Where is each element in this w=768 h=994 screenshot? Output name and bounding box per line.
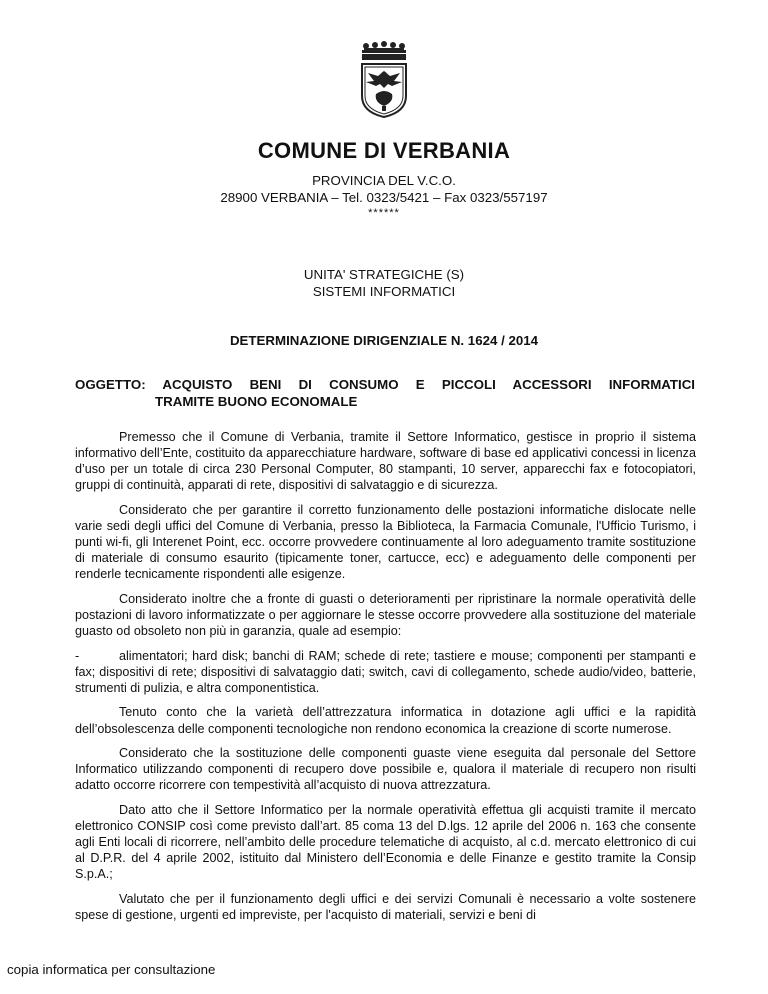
unit-line-2: SISTEMI INFORMATICI	[312, 284, 456, 299]
paragraph: Premesso che il Comune di Verbania, tramite il Settore Informatico, gestisce in proprio il sistema informativo dell’Ente, costituito da apparecchiature hardware, software di base ed applicativi concessi in licenza d’uso per un totale di circa 230 Personal Computer, 80 stampanti, 10 server, apparecchi fax e fotocopiatori, gruppi di continuità, apparati di rete, dispositivi di salvataggio e di sicurezza.	[75, 430, 696, 493]
list-item	[75, 648, 696, 696]
paragraph: Valutato che per il funzionamento degli uffici e dei servizi Comunali è necessario a volte sostenere spese di gestione, urgenti ed impreviste, per l'acquisto di materiali, servizi e beni di	[75, 891, 696, 922]
municipality-title: COMUNE DI VERBANIA	[257, 138, 511, 163]
municipal-crest-icon	[356, 40, 412, 118]
subject-line-2: TRAMITE BUONO ECONOMALE	[155, 394, 358, 409]
paragraph: Dato atto che il Settore Informatico per la normale operatività effettua gli acquisti tramite il mercato elettronico CONSIP così come previsto dall’art. 85 coma 13 del D.lgs. 12 aprile del 2006 n. 163 che consente agli Enti locali di ricorrere, nell’ambito delle procedure telematiche di acquisto, al c.d. mercato elettronico di cui al D.P.R. del 4 aprile 2002, istituito dal Ministero dell’Economia e delle Finanze e gestito tramite la Consip S.p.A.;	[75, 802, 696, 882]
determination-title: DETERMINAZIONE DIRIGENZIALE N. 1624 / 2014	[229, 333, 539, 348]
subject-line-1: OGGETTO: ACQUISTO BENI DI CONSUMO E PICCOLI ACCESSORI INFORMATICI	[75, 377, 695, 392]
list-item-text: alimentatori; hard disk; banchi di RAM; schede di rete; tastiere e mouse; componenti per stampanti e fax; dispositivi di rete; dispositivi di salvataggio dati; switch, cavi di collegamento, schede audio/video, batterie, strumenti di pulizia, e altra componentistica.	[75, 648, 696, 695]
paragraph: Tenuto conto che la varietà dell’attrezzatura informatica in dotazione agli uffici e la rapidità dell’obsolescenza delle componenti tecnologiche non rendono economica la creazione di scorte numerose.	[75, 705, 696, 736]
paragraph: Considerato inoltre che a fronte di guasti o deterioramenti per ripristinare la normale operatività delle postazioni di lavoro informatizzate o per aggiornare le stesse occorre provvedere alla sostituzione del materiale guasto od obsoleto non più in garanzia, quale ad esempio:	[75, 591, 696, 639]
paragraph: Considerato che per garantire il corretto funzionamento delle postazioni informatiche dislocate nelle varie sedi degli uffici del Comune di Verbania, presso la Biblioteca, la Farmacia Comunale, l'Ufficio Turismo, i punti wi-fi, gli Interenet Point, ecc. occorre provvedere continuamente al loro adeguamento tramite sostituzione di materiale di consumo esaurito (tipicamente toner, cartucce, ecc) e adeguamento delle componenti per renderle tecnicamente rispondenti alle esigenze.	[75, 502, 696, 582]
list-dash: -	[75, 648, 80, 663]
paragraph: Considerato che la sostituzione delle componenti guaste viene eseguita dal personale del Settore Informatico utilizzando componenti di recupero dove possibile e, qualora il materiale di recupero non risulti adatto occorre ricorrere con tempestività all’acquisto di nuova attrezzatura.	[75, 746, 696, 793]
separator-stars: ******	[368, 207, 400, 219]
document-body	[75, 429, 696, 932]
address-line: 28900 VERBANIA – Tel. 0323/5421 – Fax 0323/557197	[220, 190, 548, 205]
province-line: PROVINCIA DEL V.C.O.	[312, 173, 456, 188]
footer-note: copia informatica per consultazione	[7, 962, 216, 977]
unit-line-1: UNITA' STRATEGICHE (S)	[303, 267, 465, 282]
